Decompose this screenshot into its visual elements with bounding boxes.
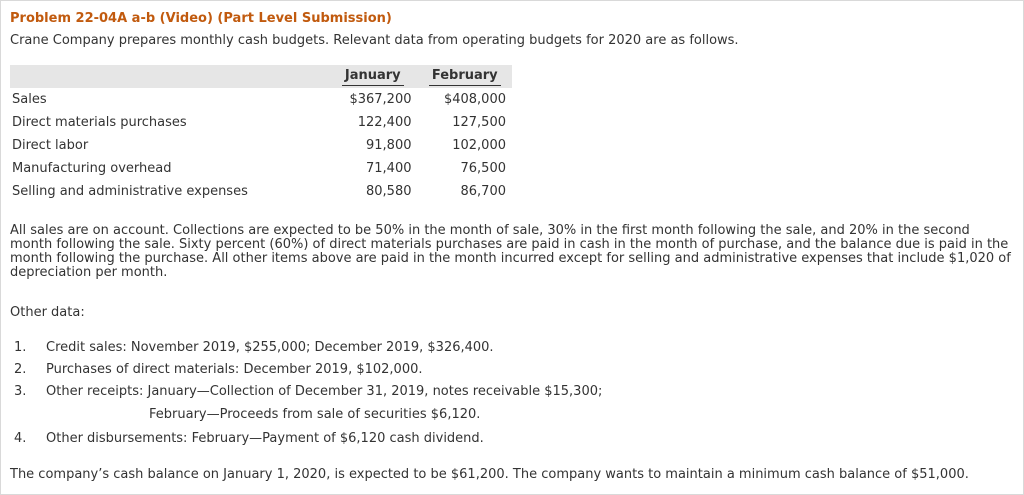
- january-value: 71,400: [366, 161, 412, 176]
- table-row: [10, 157, 512, 180]
- january-value: 91,800: [366, 138, 412, 153]
- row-label: Selling and administrative expenses: [12, 184, 248, 199]
- collections-paragraph: All sales are on account. Collections are expected to be 50% in the month of sale, 30% in the first month following the sale, and 20% in the second month following the sale. Sixty percent (60%) of direct materials purchases are paid in cash in the month of purchase, and the balance due is paid in the month following the purchase. All other items above are paid in the month incurred except for selling and administrative expenses that include $1,020 of depreciation per month.: [10, 223, 1011, 280]
- february-value: 76,500: [460, 161, 506, 176]
- table-row: [10, 180, 512, 203]
- february-value: 127,500: [452, 115, 506, 130]
- list-text: Other receipts: January—Collection of December 31, 2019, notes receivable $15,300;: [46, 384, 603, 399]
- table-header-row: [10, 65, 512, 88]
- list-text: Other disbursements: February—Payment of $6,120 cash dividend.: [46, 431, 484, 446]
- january-value: 80,580: [366, 184, 412, 199]
- header-january: January: [328, 65, 418, 88]
- other-data-label: Other data:: [10, 305, 85, 320]
- header-february: February: [418, 65, 513, 88]
- header-blank: [10, 65, 328, 88]
- february-value: $408,000: [443, 92, 506, 107]
- january-value: $367,200: [349, 92, 412, 107]
- list-number: 1.: [14, 340, 27, 355]
- table-row: [10, 134, 512, 157]
- list-number: 4.: [14, 431, 27, 446]
- problem-title: Problem 22-04A a-b (Video) (Part Level Submission): [10, 11, 392, 26]
- february-value: 102,000: [452, 138, 506, 153]
- list-subtext: February—Proceeds from sale of securities $6,120.: [149, 407, 481, 422]
- table-row: [10, 111, 512, 134]
- row-label: Direct labor: [12, 138, 89, 153]
- january-value: 122,400: [357, 115, 412, 130]
- table-row: [10, 88, 512, 111]
- february-value: 86,700: [460, 184, 506, 199]
- problem-intro: Crane Company prepares monthly cash budgets. Relevant data from operating budgets for 2020 are as follows.: [10, 33, 739, 48]
- list-number: 3.: [14, 384, 27, 399]
- row-label: Direct materials purchases: [12, 115, 187, 130]
- list-text: Purchases of direct materials: December 2019, $102,000.: [46, 362, 423, 377]
- list-number: 2.: [14, 362, 27, 377]
- budget-table: [10, 65, 512, 203]
- list-text: Credit sales: November 2019, $255,000; December 2019, $326,400.: [46, 340, 494, 355]
- row-label: Sales: [12, 92, 47, 107]
- row-label: Manufacturing overhead: [12, 161, 172, 176]
- cash-balance-note: The company’s cash balance on January 1, 2020, is expected to be $61,200. The company wants to maintain a minimum cash balance of $51,000.: [10, 467, 969, 482]
